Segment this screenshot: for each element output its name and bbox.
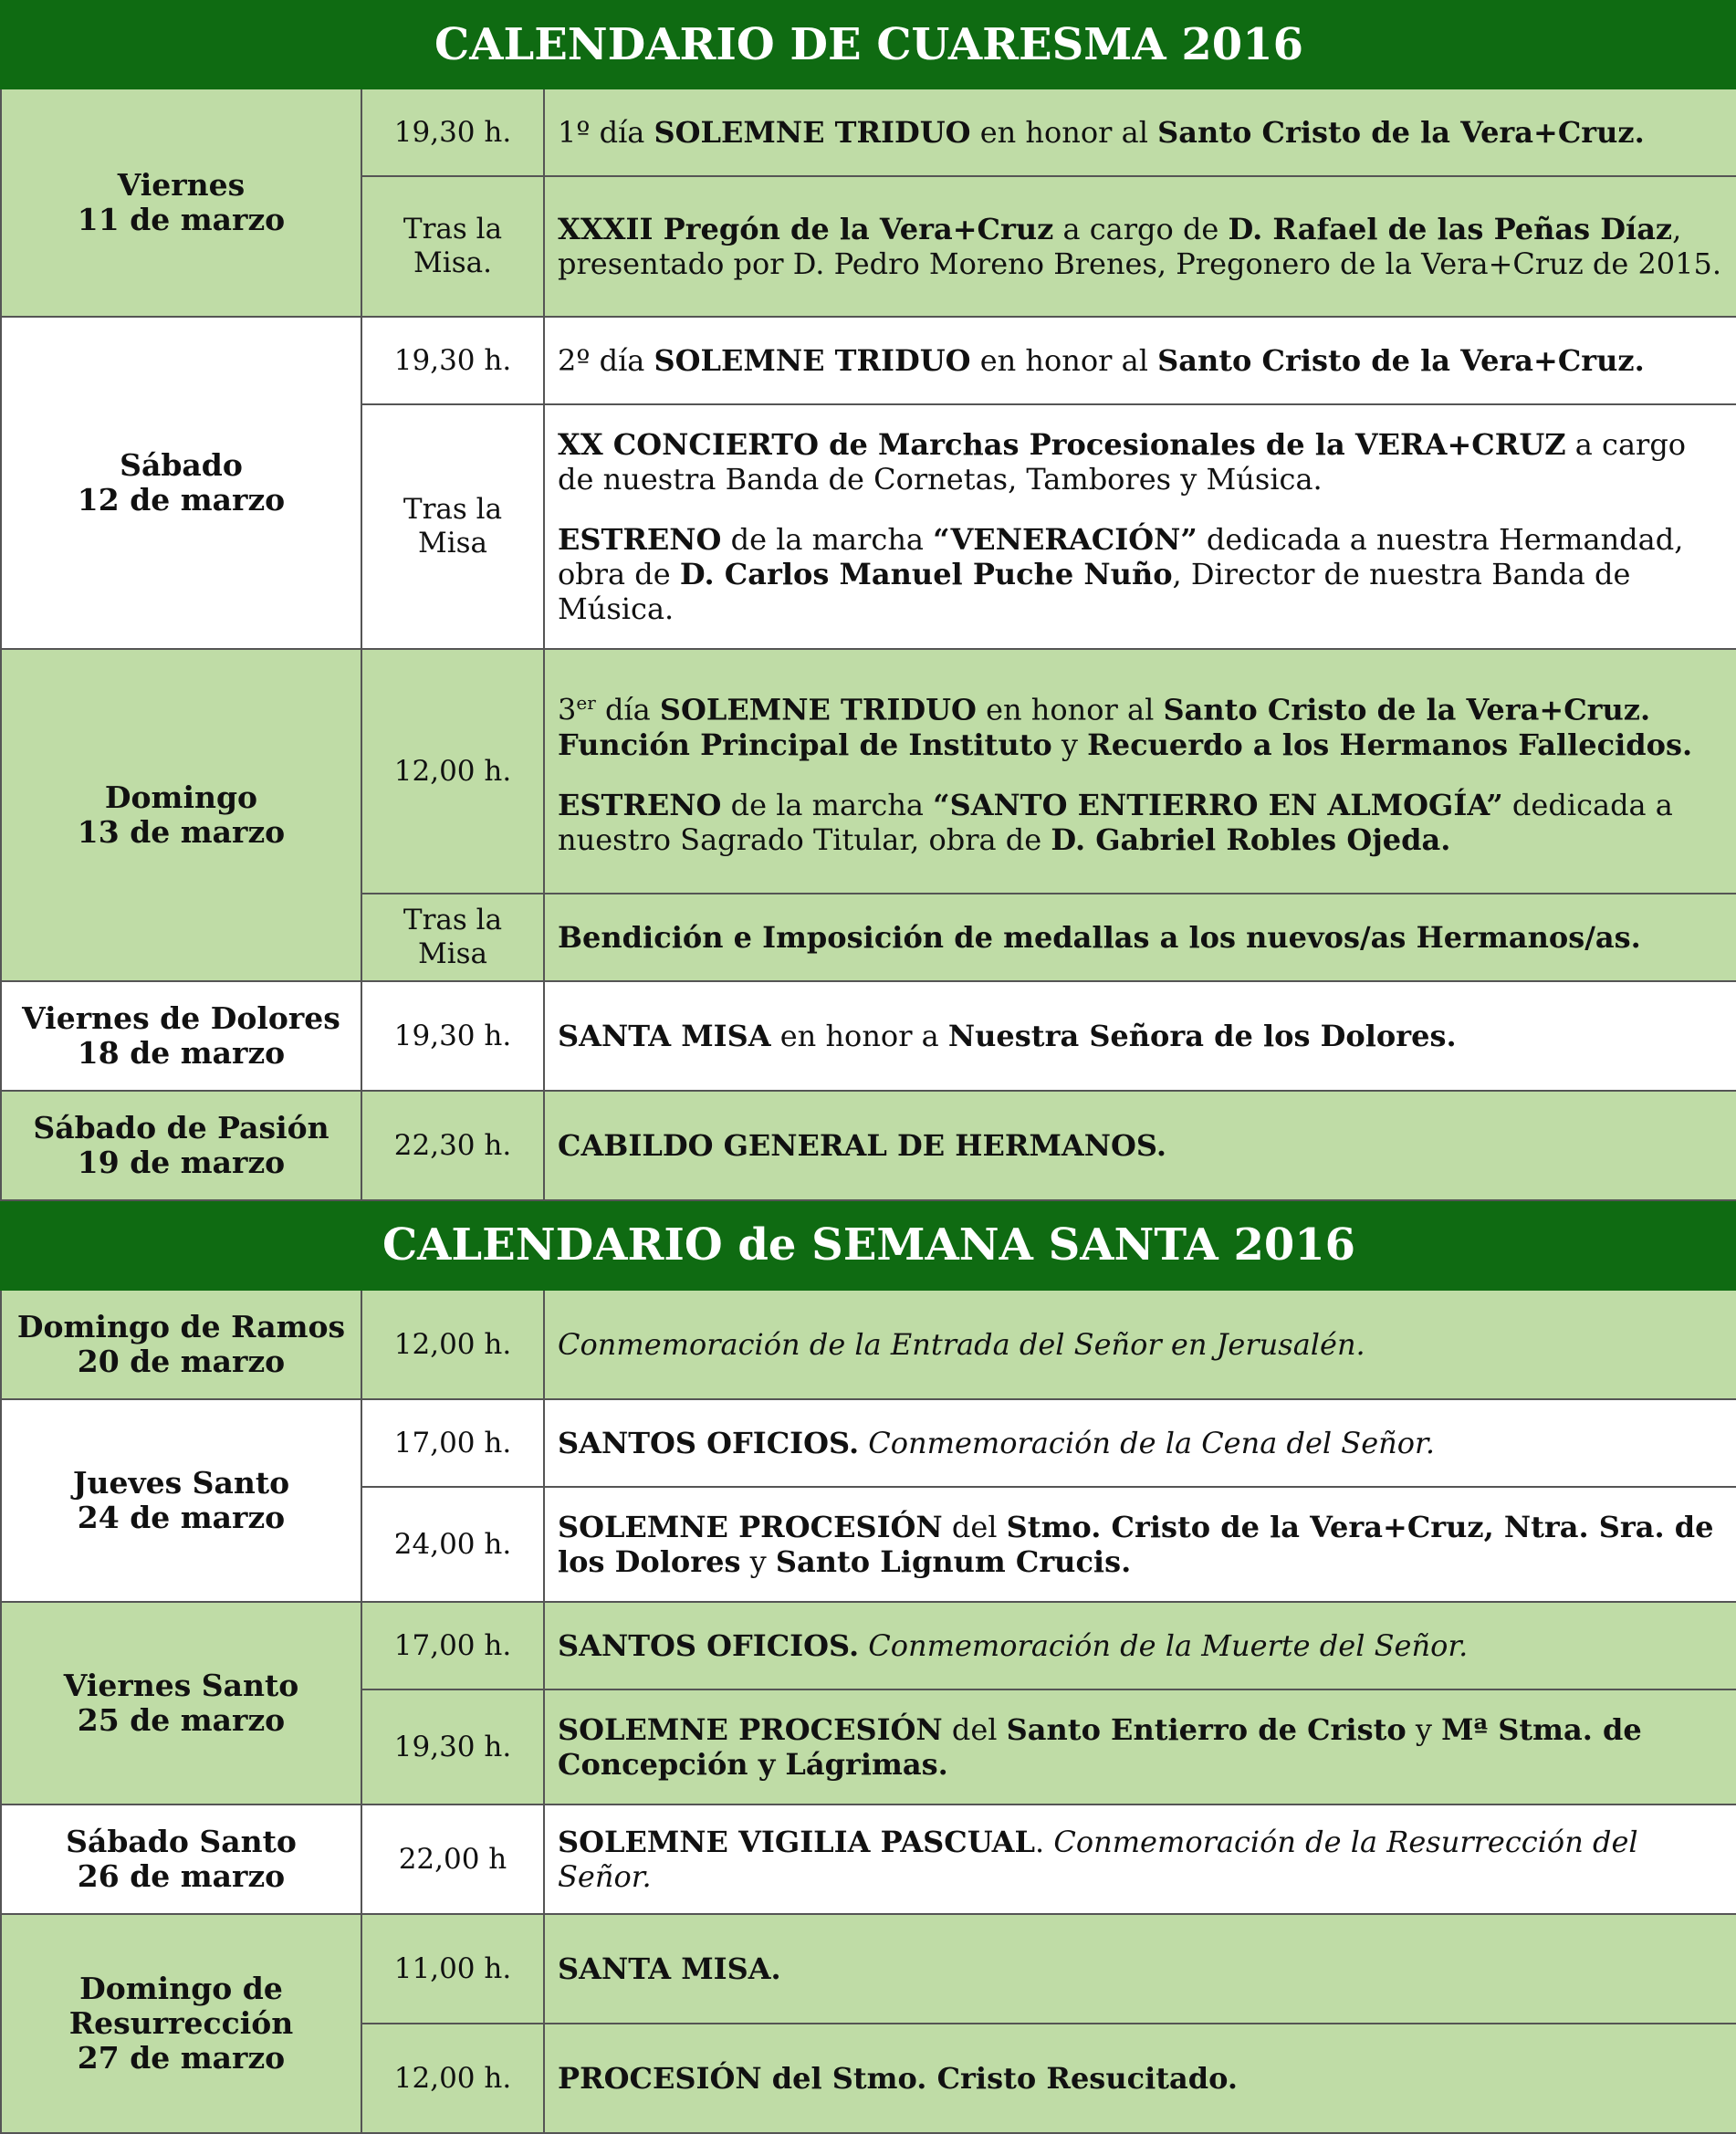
event-paragraph: SOLEMNE PROCESIÓN del Stmo. Cristo de la Vera+Cruz, Ntra. Sra. de los Dolores y Santo Lignum Crucis. (558, 1510, 1714, 1579)
event-paragraph: 1º día SOLEMNE TRIDUO en honor al Santo Cristo de la Vera+Cruz. (558, 115, 1645, 150)
event-row (1, 317, 1736, 404)
day-label: Viernes de Dolores (22, 1000, 340, 1036)
event-row (1, 1914, 1736, 2024)
event-row (1, 1602, 1736, 1689)
section-header (1, 1200, 1736, 1290)
event-description (544, 89, 1736, 176)
time-cell (361, 649, 544, 894)
event-paragraph: 2º día SOLEMNE TRIDUO en honor al Santo Cristo de la Vera+Cruz. (558, 343, 1645, 378)
day-label: 26 de marzo (77, 1858, 286, 1894)
time-label: 12,00 h. (393, 1327, 512, 1361)
event-paragraph: SANTA MISA en honor a Nuestra Señora de los Dolores. (558, 1019, 1457, 1053)
day-cell (1, 1602, 361, 1804)
time-cell (361, 894, 544, 981)
time-label: Misa (417, 937, 488, 970)
time-label: 12,00 h. (393, 2061, 512, 2095)
day-label: Domingo de (79, 1971, 283, 2006)
time-label: 12,00 h. (393, 754, 512, 788)
event-row (1, 1091, 1736, 1200)
event-row (1, 1399, 1736, 1487)
event-description (544, 176, 1736, 317)
time-label: 19,30 h. (393, 115, 512, 149)
day-label: 12 de marzo (77, 482, 286, 518)
time-label: 19,30 h. (393, 1730, 512, 1763)
event-paragraph: SOLEMNE PROCESIÓN del Santo Entierro de Cristo y Mª Stma. de Concepción y Lágrimas. (558, 1712, 1642, 1782)
day-label: 13 de marzo (77, 814, 286, 850)
time-label: 19,30 h. (393, 1019, 512, 1052)
time-cell (361, 176, 544, 317)
time-label: Misa. (413, 246, 492, 279)
event-description (544, 1399, 1736, 1487)
day-cell (1, 89, 361, 317)
time-label: Tras la (403, 904, 503, 936)
day-label: 18 de marzo (77, 1035, 286, 1071)
event-paragraph: Conmemoración de la Entrada del Señor en Jerusalén. (558, 1327, 1365, 1362)
day-cell (1, 1290, 361, 1399)
day-label: Domingo (104, 779, 258, 815)
day-label: Resurrección (68, 2005, 294, 2041)
day-cell (1, 1399, 361, 1602)
day-cell (1, 649, 361, 981)
event-paragraph: PROCESIÓN del Stmo. Cristo Resucitado. (558, 2061, 1239, 2096)
day-label: 27 de marzo (77, 2040, 286, 2076)
event-description (544, 649, 1736, 894)
day-cell (1, 1914, 361, 2133)
day-label: Sábado de Pasión (33, 1110, 329, 1145)
event-paragraph: SANTOS OFICIOS. Conmemoración de la Muerte del Señor. (558, 1628, 1469, 1663)
time-cell (361, 317, 544, 404)
event-description (544, 317, 1736, 404)
time-label: 17,00 h. (393, 1628, 512, 1662)
time-cell (361, 981, 544, 1091)
day-label: Jueves Santo (72, 1465, 290, 1501)
time-cell (361, 2024, 544, 2133)
event-paragraph: 3er día SOLEMNE TRIDUO en honor al Santo Cristo de la Vera+Cruz. Función Principal de Instituto y Recuerdo a los Hermanos Fallecidos. (558, 692, 1693, 762)
event-row (1, 1804, 1736, 1914)
event-paragraph: XXXII Pregón de la Vera+Cruz a cargo de D. Rafael de las Peñas Díaz, presentado por D. Pedro Moreno Brenes, Pregonero de la Vera+Cruz de 2015. (558, 212, 1722, 281)
time-cell (361, 1602, 544, 1689)
time-cell (361, 404, 544, 649)
time-label: 11,00 h. (393, 1951, 512, 1985)
event-description (544, 404, 1736, 649)
time-cell (361, 1804, 544, 1914)
time-label: Tras la (403, 493, 503, 526)
event-description (544, 1290, 1736, 1399)
event-row (1, 981, 1736, 1091)
event-description (544, 2024, 1736, 2133)
time-cell (361, 1290, 544, 1399)
time-label: 24,00 h. (393, 1527, 512, 1561)
time-cell (361, 1914, 544, 2024)
event-description (544, 981, 1736, 1091)
time-label: 22,00 h (398, 1842, 507, 1876)
event-paragraph: XX CONCIERTO de Marchas Procesionales de la VERA+CRUZ a cargo de nuestra Banda de Cornetas, Tambores y Música. (558, 427, 1687, 497)
time-cell (361, 1399, 544, 1487)
event-paragraph: Bendición e Imposición de medallas a los nuevos/as Hermanos/as. (558, 920, 1641, 955)
day-label: Domingo de Ramos (16, 1309, 346, 1344)
time-label: Misa (417, 527, 488, 560)
day-cell (1, 1091, 361, 1200)
day-label: Sábado Santo (66, 1824, 297, 1859)
event-paragraph: SANTA MISA. (558, 1951, 781, 1986)
time-cell (361, 1487, 544, 1602)
event-paragraph: SOLEMNE VIGILIA PASCUAL. Conmemoración de la Resurrección del Señor. (558, 1825, 1638, 1894)
day-label: 20 de marzo (77, 1344, 286, 1379)
section-title: CALENDARIO de SEMANA SANTA 2016 (1, 1200, 1736, 1290)
event-description (544, 1914, 1736, 2024)
time-cell (361, 1091, 544, 1200)
day-label: 24 de marzo (77, 1500, 286, 1535)
event-description (544, 1689, 1736, 1804)
time-label: Tras la (403, 213, 503, 246)
event-row (1, 649, 1736, 894)
event-row (1, 89, 1736, 176)
event-paragraph: SANTOS OFICIOS. Conmemoración de la Cena del Señor. (558, 1426, 1435, 1460)
day-label: Sábado (120, 447, 243, 483)
event-description (544, 894, 1736, 981)
event-description (544, 1602, 1736, 1689)
day-label: 25 de marzo (77, 1702, 286, 1738)
section-header (1, 1, 1736, 89)
day-cell (1, 317, 361, 649)
event-paragraph: ESTRENO de la marcha “VENERACIÓN” dedicada a nuestra Hermandad, obra de D. Carlos Manuel Puche Nuño, Director de nuestra Banda de Música. (558, 522, 1684, 626)
event-paragraph: CABILDO GENERAL DE HERMANOS. (558, 1128, 1166, 1163)
section-title: CALENDARIO DE CUARESMA 2016 (1, 1, 1736, 89)
event-row (1, 1290, 1736, 1399)
day-cell (1, 1804, 361, 1914)
day-label: 11 de marzo (77, 202, 286, 237)
time-cell (361, 1689, 544, 1804)
day-label: Viernes Santo (63, 1668, 299, 1703)
event-paragraph: ESTRENO de la marcha “SANTO ENTIERRO EN ALMOGÍA” dedicada a nuestro Sagrado Titular, obra de D. Gabriel Robles Ojeda. (558, 787, 1673, 857)
time-label: 22,30 h. (393, 1128, 512, 1162)
day-label: Viernes (117, 167, 246, 203)
event-description (544, 1487, 1736, 1602)
day-cell (1, 981, 361, 1091)
day-label: 19 de marzo (77, 1145, 286, 1180)
time-label: 19,30 h. (393, 343, 512, 377)
event-description (544, 1091, 1736, 1200)
time-cell (361, 89, 544, 176)
time-label: 17,00 h. (393, 1426, 512, 1459)
event-description (544, 1804, 1736, 1914)
